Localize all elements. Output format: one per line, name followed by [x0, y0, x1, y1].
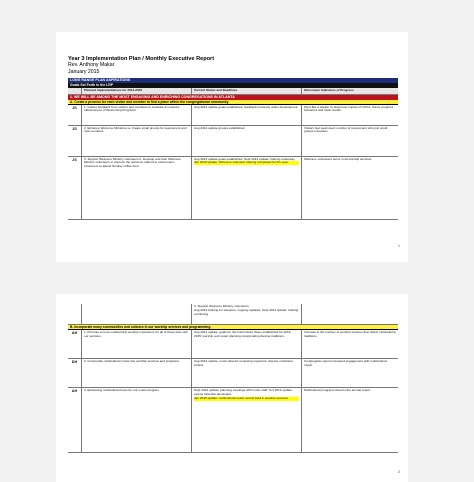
status-cell: Aug 2014 update groups established. [192, 126, 302, 156]
table-row [68, 388, 398, 453]
report-title: Year 3 Implementation Plan / Monthly Executive Report [68, 56, 215, 62]
outcome-cell: Increase in the number of worship services that reflect multicultural traditions. [304, 330, 396, 338]
status-cell [192, 388, 302, 452]
status-cell [192, 157, 302, 219]
outcome-cell: Visitors feel welcomed; number of newcomers who join small groups increases. [304, 125, 388, 134]
table-row [68, 157, 398, 220]
owner-code: JS [68, 126, 82, 156]
outcome-cell: Congregants report increased engagement with multicultural music. [304, 359, 387, 367]
report-date: January 2015 [68, 68, 100, 75]
page-number: 2 [398, 470, 400, 474]
section-bar-engaging: 1. WE WILL BE AMONG THE MOST ENGAGING AND ENRICHING CONGREGATIONS IN ATLANTA [68, 95, 398, 100]
owner-code: AH [68, 388, 82, 452]
outcome-cell: We'd like a tracker to determine impact of UUCA. Name progress indicators and track results. [304, 104, 394, 113]
column-header-row [68, 88, 398, 95]
report-header [68, 56, 214, 75]
status-text: Aug 2014 update goals established. Sept 2014 update: training underway. [194, 156, 296, 161]
section-bar-goals: Goals Set Forth in the LRP [68, 83, 398, 88]
status-cell: Aug 2014 update goals established; feedback protocols under development. [192, 105, 302, 125]
status-highlight: Jan 2015 update: Welcome volunteer training completed for the year. [194, 161, 299, 165]
status-cell [192, 304, 302, 324]
table-row [68, 126, 398, 157]
status-highlight: Jan 2015 update: multicultural music events held in worship services. [194, 397, 299, 401]
table-row [68, 105, 398, 126]
owner-code: JS [68, 157, 82, 219]
planned-cell: 3. Support Welcome Ministry volunteers b. Develop and train Welcome Ministry volunteers to improve the welcome offered to newcomers; volunteers to attend Sunday coffee hour. [82, 157, 192, 219]
owner-code: DH [68, 359, 82, 387]
table-row [68, 304, 398, 325]
document-page-2 [56, 294, 408, 482]
status-cell: Aug 2014 update: goals for the InterCulture Team established for 2014-2015; worship and music planning incorporating diverse traditions. [192, 330, 302, 358]
section-bar-lrp: LONG RANGE PLAN ASPIRATIONS [68, 78, 398, 83]
planned-cell: 1. Collect feedback from visitors and members to evaluate & measure effectiveness of Welcoming Programs. [82, 105, 192, 125]
table-row [68, 359, 398, 388]
outcome-cell: Welcome volunteers serve in all worship services. [304, 156, 373, 161]
page-number: 1 [398, 244, 400, 248]
owner-code: JS [68, 105, 82, 125]
implementation-table-continued [68, 304, 398, 453]
outcome-cell: Multicultural programs listed in the annual report. [304, 388, 371, 392]
document-page-1 [56, 32, 408, 262]
implementation-table [68, 78, 398, 220]
col-header-planned: Planned Implementations for 2014-2015 [82, 88, 192, 94]
col-header-status: Current Status and Deadlines [192, 88, 302, 94]
planned-cell: 1. Promote a more multicultural worship experience for all of those who visit our services. [82, 330, 192, 358]
subsection-bar-a: A. Create a process for each visitor and member to find a place within the congregational community. [68, 100, 398, 105]
subsection-bar-b: B. Incorporate many communities and cultures in our worship services and programming. [68, 325, 398, 330]
status-cell: Aug 2014 update: music director reviewing repertoire; diverse musicians invited. [192, 359, 302, 387]
owner-code: AH [68, 330, 82, 358]
report-author: Rev. Anthony Makar [68, 62, 115, 69]
planned-cell: 2. Enhance Welcome Ministries a. Create small groups for newcomers and new members. [82, 126, 192, 156]
status-text: Sept 2014 update: planning meetings with music staff; Oct 2014 update: events calendar developed. [194, 388, 293, 396]
planned-cell: 2. Incorporate multicultural music into worship services and programs. [82, 359, 192, 387]
planned-cell: 3. Enhancing multicultural focus for our music program. [82, 388, 192, 452]
table-row [68, 330, 398, 359]
status-text: Aug 2014 training for Greeters; ongoing updates; Sept 2014 update: training continuing. [194, 307, 299, 316]
col-header-outcomes: Outcomes/ Indicators of Progress [304, 87, 354, 92]
status-text: 3. Support Welcome Ministry volunteers. [194, 304, 250, 308]
